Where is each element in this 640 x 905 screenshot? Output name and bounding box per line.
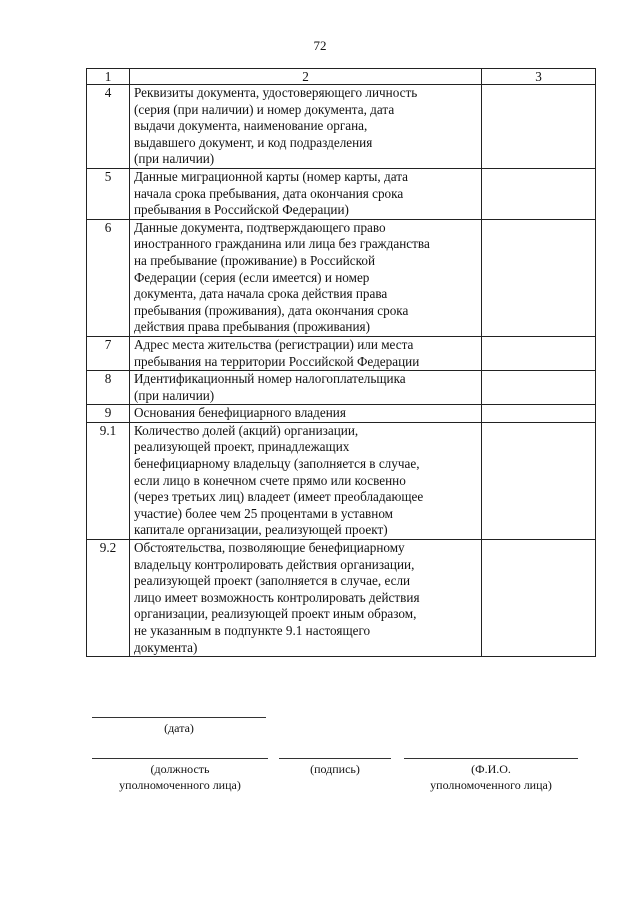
row-value-field[interactable] [482,405,596,423]
row-value-field[interactable] [482,219,596,336]
page-number: 72 [313,38,327,53]
signature-label: (подпись) [310,762,360,776]
table-row [87,371,596,405]
row-description: Данные миграционной карты (номер карты, дата начала срока пребывания, дата окончания срока пребывания в Российской Федерации) [130,168,482,219]
row-number: 9.2 [87,540,130,657]
name-label-line1: (Ф.И.О. [471,762,511,776]
row-number: 5 [87,168,130,219]
row-number: 9.1 [87,422,130,539]
header-col-2: 2 [130,69,482,85]
row-number: 8 [87,371,130,405]
row-number: 7 [87,336,130,370]
row-value-field[interactable] [482,422,596,539]
row-number: 9 [87,405,130,423]
row-value-field[interactable] [482,336,596,370]
row-description: Адрес места жительства (регистрации) или места пребывания на территории Российской Федерации [130,336,482,370]
table-row [87,85,596,169]
name-label-line2: уполномоченного лица) [430,778,552,792]
row-value-field[interactable] [482,540,596,657]
name-label [384,761,598,793]
header-col-3: 3 [482,69,596,85]
table-row [87,422,596,539]
row-value-field[interactable] [482,371,596,405]
row-value-field[interactable] [482,85,596,169]
date-label: (дата) [164,721,194,735]
position-label-line2: уполномоченного лица) [119,778,241,792]
position-line[interactable] [92,758,268,759]
beneficial-owner-table [86,68,596,657]
position-label [72,761,288,793]
row-description: Реквизиты документа, удостоверяющего личность (серия (при наличии) и номер документа, дата выдачи документа, наименование органа, выдавшего документ, и код подразделения (при наличии) [130,85,482,169]
row-number: 6 [87,219,130,336]
table-row [87,219,596,336]
row-description: Основания бенефициарного владения [130,405,482,423]
table-header-row [87,69,596,85]
position-label-line1: (должность [150,762,210,776]
row-description: Количество долей (акций) организации, реализующей проект, принадлежащих бенефициарному владельцу (заполняется в случае, если лицо в конечном счете прямо или косвенно (через третьих лиц) владеет (имеет преобладающее участие) более чем 25 процентами в уставном капитале организации, реализующей проект) [130,422,482,539]
table-row [87,540,596,657]
date-line[interactable] [92,717,266,718]
name-line[interactable] [404,758,578,759]
row-description: Данные документа, подтверждающего право иностранного гражданина или лица без гражданства на пребывание (проживание) в Российской Федерации (серия (если имеется) и номер документа, дата начала срока действия права пребывания (проживания), дата окончания срока действия права пребывания (проживания) [130,219,482,336]
row-value-field[interactable] [482,168,596,219]
table-row [87,336,596,370]
row-description: Обстоятельства, позволяющие бенефициарному владельцу контролировать действия организации, реализующей проект (заполняется в случае, если лицо имеет возможность контролировать действия организации, реализующей проект иным образом, не указанным в подпункте 9.1 настоящего документа) [130,540,482,657]
row-description: Идентификационный номер налогоплательщика (при наличии) [130,371,482,405]
row-number: 4 [87,85,130,169]
table-row [87,405,596,423]
signature-line[interactable] [279,758,391,759]
table-row [87,168,596,219]
header-col-1: 1 [87,69,130,85]
